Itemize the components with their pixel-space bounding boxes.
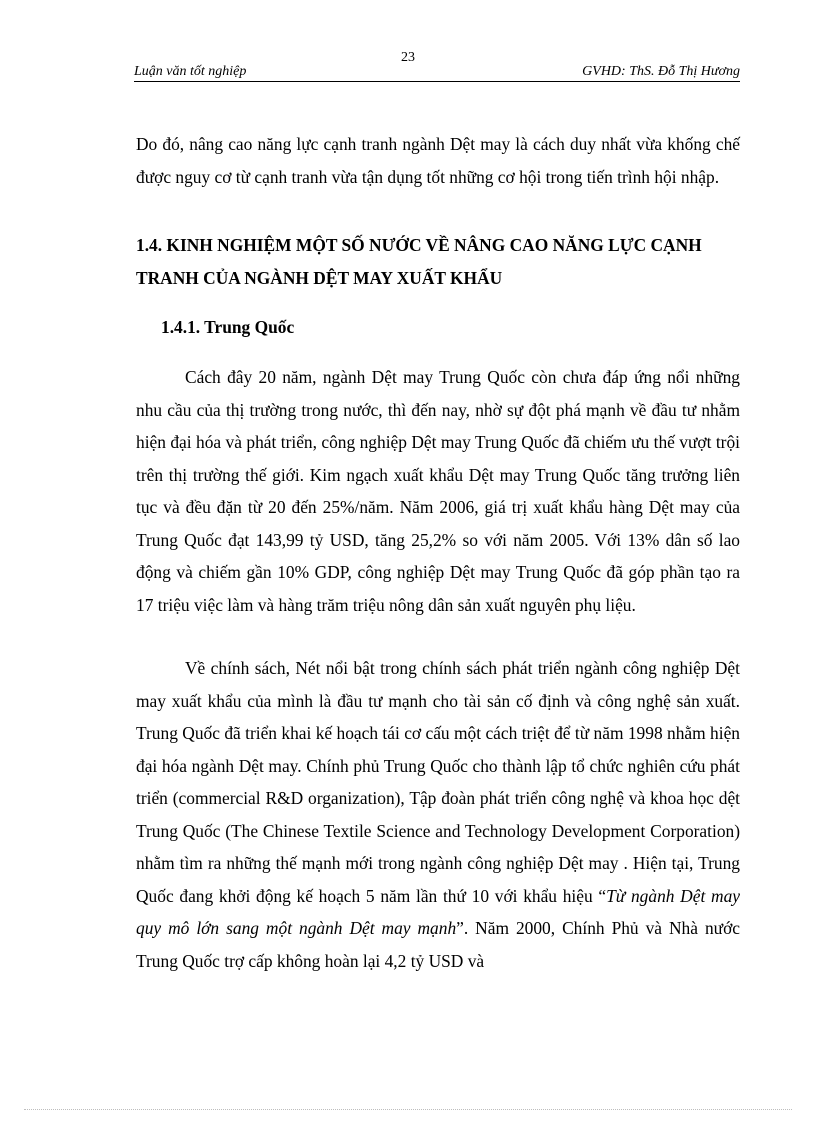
header-thesis-label: Luận văn tốt nghiệp (134, 64, 247, 79)
header-advisor-label: GVHD: ThS. Đỗ Thị Hương (582, 64, 740, 79)
page-number: 23 (401, 50, 415, 65)
paragraph-china-policy (136, 652, 740, 977)
section-heading: 1.4. KINH NGHIỆM MỘT SỐ NƯỚC VỀ NÂNG CAO NĂNG LỰC CẠNH TRANH CỦA NGÀNH DỆT MAY XUẤT KHẨU (136, 235, 702, 288)
policy-text-part-1: Về chính sách, Nét nổi bật trong chính sách phát triển ngành công nghiệp Dệt may xuất khẩu của mình là đầu tư mạnh cho tài sản cố định và công nghệ sản xuất. Trung Quốc đã triển khai kế hoạch tái cơ cấu một cách triệt để từ năm 1998 nhằm hiện đại hóa ngành Dệt may. Chính phủ Trung Quốc cho thành lập tổ chức nghiên cứu phát triển (commercial R&D organization), Tập đoàn phát triển công nghệ và khoa học dệt Trung Quốc (The Chinese Textile Science and Technology Development Corporation) nhằm tìm ra những thế mạnh mới trong ngành công nghiệp Dệt may . Hiện tại, Trung Quốc đang khởi động kế hoạch 5 năm lần thứ 10 với khẩu hiệu “ (136, 658, 740, 906)
paragraph-china-overview: Cách đây 20 năm, ngành Dệt may Trung Quốc còn chưa đáp ứng nổi những nhu cầu của thị trường trong nước, thì đến nay, nhờ sự đột phá mạnh về đầu tư nhằm hiện đại hóa và phát triển, công nghiệp Dệt may Trung Quốc đã chiếm ưu thế vượt trội trên thị trường thế giới. Kim ngạch xuất khẩu Dệt may Trung Quốc tăng trưởng liên tục và đều đặn từ 20 đến 25%/năm. Năm 2006, giá trị xuất khẩu hàng Dệt may của Trung Quốc đạt 143,99 tỷ USD, tăng 25,2% so với năm 2005. Với 13% dân số lao động và chiếm gần 10% GDP, công nghiệp Dệt may Trung Quốc đã góp phần tạo ra 17 triệu việc làm và hàng trăm triệu nông dân sản xuất nguyên phụ liệu. (136, 367, 740, 615)
policy-slogan: Từ ngành Dệt may quy mô lớn sang một ngành Dệt may mạnh (136, 885, 740, 938)
policy-text-part-2: ”. Năm 2000, Chính Phủ và Nhà nước Trung Quốc trợ cấp không hoàn lại 4,2 tỷ USD và (136, 918, 740, 971)
page-header (134, 62, 740, 82)
subsection-heading: 1.4.1. Trung Quốc (161, 317, 295, 337)
footer-divider (24, 1109, 792, 1110)
paragraph-intro: Do đó, nâng cao năng lực cạnh tranh ngành Dệt may là cách duy nhất vừa khống chế được nguy cơ từ cạnh tranh vừa tận dụng tốt những cơ hội trong tiến trình hội nhập. (136, 134, 740, 187)
